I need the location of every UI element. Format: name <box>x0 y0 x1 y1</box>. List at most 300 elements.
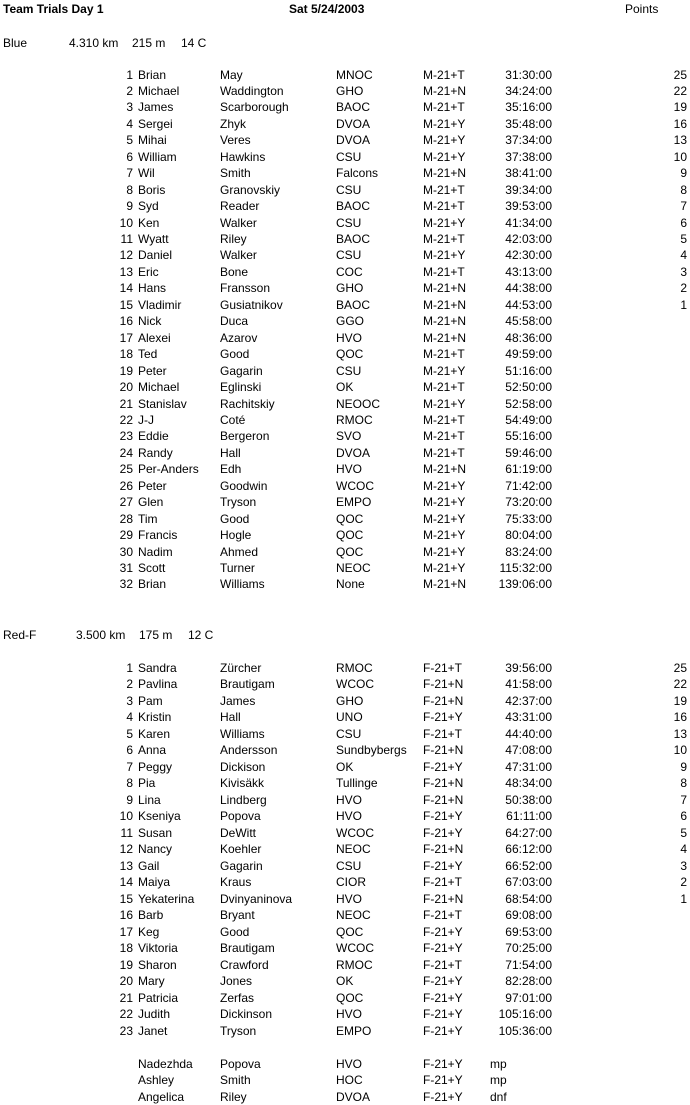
last-name-cell: Williams <box>220 726 265 741</box>
class-cell: M-21+Y <box>423 495 466 510</box>
points-cell: 16 <box>673 710 687 724</box>
rank-cell: 13 <box>119 858 133 873</box>
time-cell: 51:16:00 <box>505 363 552 378</box>
result-row <box>0 825 690 842</box>
time-cell: 70:25:00 <box>505 941 552 955</box>
first-name-cell: Maiya <box>138 875 171 889</box>
result-row <box>0 132 690 149</box>
class-cell: M-21+Y <box>423 215 466 230</box>
rank-cell: 28 <box>119 511 133 526</box>
rank-cell: 16 <box>119 908 133 922</box>
time-cell: 50:38:00 <box>505 792 552 807</box>
first-name-cell: Alexei <box>138 330 171 345</box>
club-cell: HOC <box>336 1073 363 1087</box>
class-cell: F-21+Y <box>423 990 463 1005</box>
class-cell: F-21+N <box>423 792 464 807</box>
result-row <box>0 428 690 445</box>
points-column-label: Points <box>625 2 659 16</box>
class-cell: F-21+N <box>423 677 464 691</box>
first-name-cell: Ashley <box>138 1073 175 1087</box>
rank-cell: 5 <box>126 133 133 148</box>
time-cell: 67:03:00 <box>505 875 552 889</box>
rank-cell: 23 <box>119 429 133 444</box>
unranked-row <box>0 1072 690 1089</box>
last-name-cell: Walker <box>220 248 257 263</box>
rank-cell: 3 <box>126 693 133 708</box>
class-cell: F-21+Y <box>423 858 463 873</box>
course-climb-blue: 215 m <box>132 36 166 50</box>
last-name-cell: Bryant <box>220 908 255 922</box>
first-name-cell: Hans <box>138 281 167 296</box>
time-cell: 52:50:00 <box>505 380 552 395</box>
result-row <box>0 313 690 330</box>
last-name-cell: Popova <box>220 809 261 823</box>
rank-cell: 7 <box>126 166 133 181</box>
club-cell: RMOC <box>336 412 373 427</box>
club-cell: DVOA <box>336 133 371 148</box>
club-cell: WCOC <box>336 825 374 840</box>
rank-cell: 4 <box>126 710 133 724</box>
class-cell: M-21+Y <box>423 248 466 263</box>
time-cell: 37:38:00 <box>505 149 552 164</box>
points-cell: 13 <box>673 133 687 148</box>
time-cell: 42:37:00 <box>505 693 552 708</box>
points-cell: 4 <box>680 842 687 856</box>
last-name-cell: Bergeron <box>220 429 270 444</box>
course-name-red-f: Red-F <box>3 628 37 642</box>
time-cell: 35:48:00 <box>505 116 552 131</box>
last-name-cell: Jones <box>220 974 253 988</box>
result-row <box>0 264 690 281</box>
first-name-cell: Vladimir <box>138 297 182 312</box>
time-cell: 48:34:00 <box>505 776 552 790</box>
class-cell: F-21+Y <box>423 924 463 939</box>
result-row <box>0 693 690 710</box>
last-name-cell: Rachitskiy <box>220 396 275 411</box>
last-name-cell: Tryson <box>220 1023 257 1038</box>
result-row <box>0 907 690 924</box>
class-cell: M-21+N <box>423 297 467 312</box>
class-cell: M-21+T <box>423 199 465 214</box>
rank-cell: 3 <box>126 100 133 115</box>
class-cell: M-21+N <box>423 281 467 296</box>
first-name-cell: Scott <box>138 561 166 575</box>
first-name-cell: Judith <box>138 1007 171 1021</box>
class-cell: M-21+Y <box>423 561 466 575</box>
result-row <box>0 742 690 759</box>
first-name-cell: Patricia <box>138 990 179 1005</box>
club-cell: HVO <box>336 1007 363 1021</box>
result-row <box>0 527 690 544</box>
club-cell: QOC <box>336 528 364 543</box>
first-name-cell: Brian <box>138 67 167 82</box>
club-cell: QOC <box>336 544 364 559</box>
points-cell: 25 <box>673 660 687 675</box>
club-cell: DVOA <box>336 116 371 131</box>
class-cell: M-21+N <box>423 83 467 98</box>
rank-cell: 16 <box>119 314 133 329</box>
rank-cell: 23 <box>119 1023 133 1038</box>
class-cell: F-21+Y <box>423 1089 463 1104</box>
first-name-cell: Viktoria <box>138 941 178 955</box>
club-cell: Sundbybergs <box>336 743 407 757</box>
points-cell: 19 <box>673 693 687 708</box>
first-name-cell: Sergei <box>138 116 173 131</box>
result-row <box>0 494 690 511</box>
last-name-cell: Gagarin <box>220 858 263 873</box>
club-cell: QOC <box>336 511 364 526</box>
time-cell: 43:31:00 <box>505 710 552 724</box>
time-cell: 49:59:00 <box>505 347 552 362</box>
club-cell: MNOC <box>336 67 373 82</box>
result-row <box>0 841 690 858</box>
time-cell: 39:34:00 <box>505 182 552 197</box>
club-cell: NEOC <box>336 842 371 856</box>
first-name-cell: Mary <box>138 974 165 988</box>
class-cell: M-21+T <box>423 67 465 82</box>
first-name-cell: Janet <box>138 1023 168 1038</box>
result-row <box>0 709 690 726</box>
first-name-cell: Anna <box>138 743 167 757</box>
class-cell: M-21+N <box>423 314 467 329</box>
first-name-cell: Nadezhda <box>138 1056 193 1071</box>
last-name-cell: Williams <box>220 577 265 592</box>
result-row <box>0 215 690 232</box>
time-cell: 61:19:00 <box>505 462 552 477</box>
time-cell: 52:58:00 <box>505 396 552 411</box>
class-cell: F-21+Y <box>423 974 463 988</box>
club-cell: CSU <box>336 858 362 873</box>
time-cell: 44:53:00 <box>505 297 552 312</box>
time-cell: 69:08:00 <box>505 908 552 922</box>
time-cell: 45:58:00 <box>505 314 552 329</box>
first-name-cell: Kristin <box>138 710 172 724</box>
club-cell: NEOC <box>336 908 371 922</box>
time-cell: 82:28:00 <box>505 974 552 988</box>
rank-cell: 26 <box>119 478 133 493</box>
class-cell: M-21+Y <box>423 133 466 148</box>
result-row <box>0 726 690 743</box>
time-cell: 39:53:00 <box>505 199 552 214</box>
club-cell: CSU <box>336 363 362 378</box>
points-cell: 3 <box>680 858 687 873</box>
rank-cell: 12 <box>119 248 133 263</box>
club-cell: RMOC <box>336 660 373 675</box>
result-row <box>0 182 690 199</box>
first-name-cell: Syd <box>138 199 159 214</box>
club-cell: RMOC <box>336 957 373 972</box>
last-name-cell: Zhyk <box>220 116 247 131</box>
last-name-cell: Kivisäkk <box>220 776 265 790</box>
class-cell: F-21+T <box>423 957 463 972</box>
points-cell: 7 <box>680 199 687 214</box>
points-cell: 10 <box>673 743 687 757</box>
rank-cell: 27 <box>119 495 133 510</box>
first-name-cell: Brian <box>138 577 167 592</box>
time-cell: 73:20:00 <box>505 495 552 510</box>
first-name-cell: Boris <box>138 182 166 197</box>
status-cell: mp <box>490 1056 507 1071</box>
time-cell: 105:16:00 <box>498 1007 552 1021</box>
last-name-cell: Waddington <box>220 83 284 98</box>
club-cell: WCOC <box>336 478 374 493</box>
rank-cell: 6 <box>126 149 133 164</box>
first-name-cell: Nick <box>138 314 162 329</box>
unranked-row <box>0 1089 690 1105</box>
first-name-cell: James <box>138 100 174 115</box>
club-cell: GHO <box>336 83 364 98</box>
result-row <box>0 247 690 264</box>
club-cell: CSU <box>336 149 362 164</box>
last-name-cell: Granovskiy <box>220 182 281 197</box>
points-cell: 13 <box>673 726 687 741</box>
first-name-cell: Michael <box>138 83 180 98</box>
points-cell: 9 <box>680 759 687 774</box>
time-cell: 38:41:00 <box>505 166 552 181</box>
club-cell: HVO <box>336 330 363 345</box>
status-cell: dnf <box>490 1089 507 1104</box>
result-row <box>0 957 690 974</box>
class-cell: M-21+T <box>423 380 465 395</box>
result-row <box>0 116 690 133</box>
result-row <box>0 891 690 908</box>
result-row <box>0 775 690 792</box>
class-cell: F-21+N <box>423 891 464 906</box>
first-name-cell: Per-Anders <box>138 462 199 477</box>
last-name-cell: Riley <box>220 1089 247 1104</box>
rank-cell: 19 <box>119 957 133 972</box>
rank-cell: 10 <box>119 809 133 823</box>
last-name-cell: Smith <box>220 1073 251 1087</box>
first-name-cell: Sandra <box>138 660 177 675</box>
time-cell: 41:58:00 <box>505 677 552 691</box>
time-cell: 61:11:00 <box>506 809 552 823</box>
first-name-cell: Mihai <box>138 133 167 148</box>
last-name-cell: Reader <box>220 199 260 214</box>
class-cell: M-21+Y <box>423 363 466 378</box>
class-cell: M-21+Y <box>423 478 466 493</box>
time-cell: 71:54:00 <box>505 957 552 972</box>
time-cell: 66:12:00 <box>505 842 552 856</box>
class-cell: M-21+Y <box>423 511 466 526</box>
course-length-blue: 4.310 km <box>69 36 119 50</box>
first-name-cell: Wyatt <box>138 232 169 246</box>
first-name-cell: Randy <box>138 445 173 460</box>
first-name-cell: Nadim <box>138 544 173 559</box>
rank-cell: 18 <box>119 941 133 955</box>
club-cell: NEOC <box>336 561 371 575</box>
last-name-cell: Azarov <box>220 330 258 345</box>
club-cell: HVO <box>336 891 363 906</box>
rank-cell: 8 <box>126 182 133 197</box>
club-cell: DVOA <box>336 1089 371 1104</box>
class-cell: M-21+Y <box>423 544 466 559</box>
class-cell: M-21+T <box>423 412 465 427</box>
time-cell: 44:38:00 <box>505 281 552 296</box>
result-row <box>0 924 690 941</box>
rank-cell: 11 <box>120 232 133 246</box>
result-row <box>0 973 690 990</box>
first-name-cell: Karen <box>138 726 171 741</box>
result-row <box>0 445 690 462</box>
first-name-cell: Sharon <box>138 957 177 972</box>
club-cell: CSU <box>336 248 362 263</box>
points-cell: 9 <box>680 166 687 181</box>
club-cell: OK <box>336 974 354 988</box>
last-name-cell: Turner <box>220 561 255 575</box>
result-row <box>0 363 690 380</box>
first-name-cell: Susan <box>138 825 173 840</box>
time-cell: 42:30:00 <box>505 248 552 263</box>
result-row <box>0 858 690 875</box>
time-cell: 54:49:00 <box>505 412 552 427</box>
class-cell: F-21+N <box>423 693 464 708</box>
time-cell: 39:56:00 <box>505 660 552 675</box>
result-row <box>0 576 690 593</box>
class-cell: F-21+N <box>423 743 464 757</box>
class-cell: F-21+Y <box>423 809 463 823</box>
time-cell: 34:24:00 <box>505 83 552 98</box>
last-name-cell: Crawford <box>220 957 269 972</box>
points-cell: 6 <box>680 215 687 230</box>
rank-cell: 9 <box>126 199 133 214</box>
class-cell: F-21+Y <box>423 759 463 774</box>
class-cell: F-21+T <box>423 726 463 741</box>
result-row <box>0 412 690 429</box>
club-cell: HVO <box>336 809 363 823</box>
last-name-cell: Zürcher <box>220 660 262 675</box>
course-name-blue: Blue <box>3 36 28 50</box>
last-name-cell: Smith <box>220 166 251 181</box>
class-cell: M-21+T <box>423 347 465 362</box>
class-cell: F-21+Y <box>423 1073 463 1087</box>
last-name-cell: Gusiatnikov <box>220 297 283 312</box>
time-cell: 97:01:00 <box>505 990 552 1005</box>
time-cell: 48:36:00 <box>505 330 552 345</box>
result-row <box>0 149 690 166</box>
club-cell: GGO <box>336 314 365 329</box>
rank-cell: 6 <box>126 743 133 757</box>
last-name-cell: Veres <box>220 133 251 148</box>
points-cell: 2 <box>680 875 687 889</box>
class-cell: M-21+T <box>423 264 465 279</box>
club-cell: QOC <box>336 990 364 1005</box>
points-cell: 5 <box>680 825 687 840</box>
result-row <box>0 808 690 825</box>
points-cell: 4 <box>680 248 687 263</box>
time-cell: 55:16:00 <box>505 429 552 444</box>
points-cell: 19 <box>673 100 687 115</box>
class-cell: F-21+T <box>423 875 463 889</box>
rank-cell: 9 <box>126 792 133 807</box>
points-cell: 22 <box>673 677 687 691</box>
club-cell: OK <box>336 759 354 774</box>
result-row <box>0 940 690 957</box>
time-cell: 44:40:00 <box>505 726 552 741</box>
club-cell: WCOC <box>336 677 374 691</box>
class-cell: F-21+Y <box>423 825 463 840</box>
result-row <box>0 1006 690 1023</box>
points-cell: 5 <box>680 232 687 246</box>
last-name-cell: Duca <box>220 314 249 329</box>
result-row <box>0 1023 690 1040</box>
club-cell: NEOOC <box>336 396 381 411</box>
points-cell: 3 <box>680 264 687 279</box>
class-cell: F-21+N <box>423 842 464 856</box>
first-name-cell: Kseniya <box>138 809 181 823</box>
result-row <box>0 165 690 182</box>
status-cell: mp <box>490 1073 507 1087</box>
last-name-cell: Kraus <box>220 875 252 889</box>
time-cell: 71:42:00 <box>505 478 552 493</box>
club-cell: None <box>336 577 365 592</box>
rank-cell: 20 <box>119 380 133 395</box>
first-name-cell: J-J <box>138 412 154 427</box>
class-cell: F-21+Y <box>423 710 463 724</box>
class-cell: M-21+Y <box>423 528 466 543</box>
first-name-cell: Nancy <box>138 842 173 856</box>
last-name-cell: Good <box>220 347 250 362</box>
rank-cell: 21 <box>119 990 133 1005</box>
club-cell: SVO <box>336 429 362 444</box>
first-name-cell: Stanislav <box>138 396 187 411</box>
result-row <box>0 478 690 495</box>
club-cell: Falcons <box>336 166 379 181</box>
club-cell: CSU <box>336 215 362 230</box>
last-name-cell: Goodwin <box>220 478 268 493</box>
club-cell: BAOC <box>336 297 371 312</box>
points-cell: 2 <box>680 281 687 296</box>
result-row <box>0 676 690 693</box>
club-cell: WCOC <box>336 941 374 955</box>
club-cell: DVOA <box>336 445 371 460</box>
last-name-cell: Fransson <box>220 281 271 296</box>
time-cell: 75:33:00 <box>505 511 552 526</box>
rank-cell: 17 <box>119 330 133 345</box>
time-cell: 83:24:00 <box>505 544 552 559</box>
first-name-cell: Wil <box>138 166 155 181</box>
rank-cell: 10 <box>119 215 133 230</box>
class-cell: M-21+Y <box>423 116 466 131</box>
result-row <box>0 544 690 561</box>
club-cell: HVO <box>336 792 363 807</box>
last-name-cell: Tryson <box>220 495 257 510</box>
rank-cell: 21 <box>119 396 133 411</box>
rank-cell: 25 <box>119 462 133 477</box>
course-controls-blue: 14 C <box>181 36 207 50</box>
club-cell: GHO <box>336 693 364 708</box>
club-cell: CSU <box>336 726 362 741</box>
last-name-cell: Lindberg <box>220 792 267 807</box>
result-row <box>0 231 690 248</box>
rank-cell: 7 <box>126 759 133 774</box>
last-name-cell: Hall <box>220 710 241 724</box>
class-cell: M-21+Y <box>423 149 466 164</box>
result-row <box>0 280 690 297</box>
result-row <box>0 990 690 1007</box>
points-cell: 8 <box>680 182 687 197</box>
time-cell: 41:34:00 <box>505 215 552 230</box>
rank-cell: 1 <box>126 660 133 675</box>
document-title: Team Trials Day 1 <box>3 2 104 16</box>
time-cell: 115:32:00 <box>499 561 552 575</box>
last-name-cell: Ahmed <box>220 544 259 559</box>
class-cell: F-21+Y <box>423 1023 463 1038</box>
last-name-cell: Bone <box>220 264 249 279</box>
club-cell: GHO <box>336 281 364 296</box>
time-cell: 66:52:00 <box>505 858 552 873</box>
class-cell: F-21+T <box>423 908 463 922</box>
